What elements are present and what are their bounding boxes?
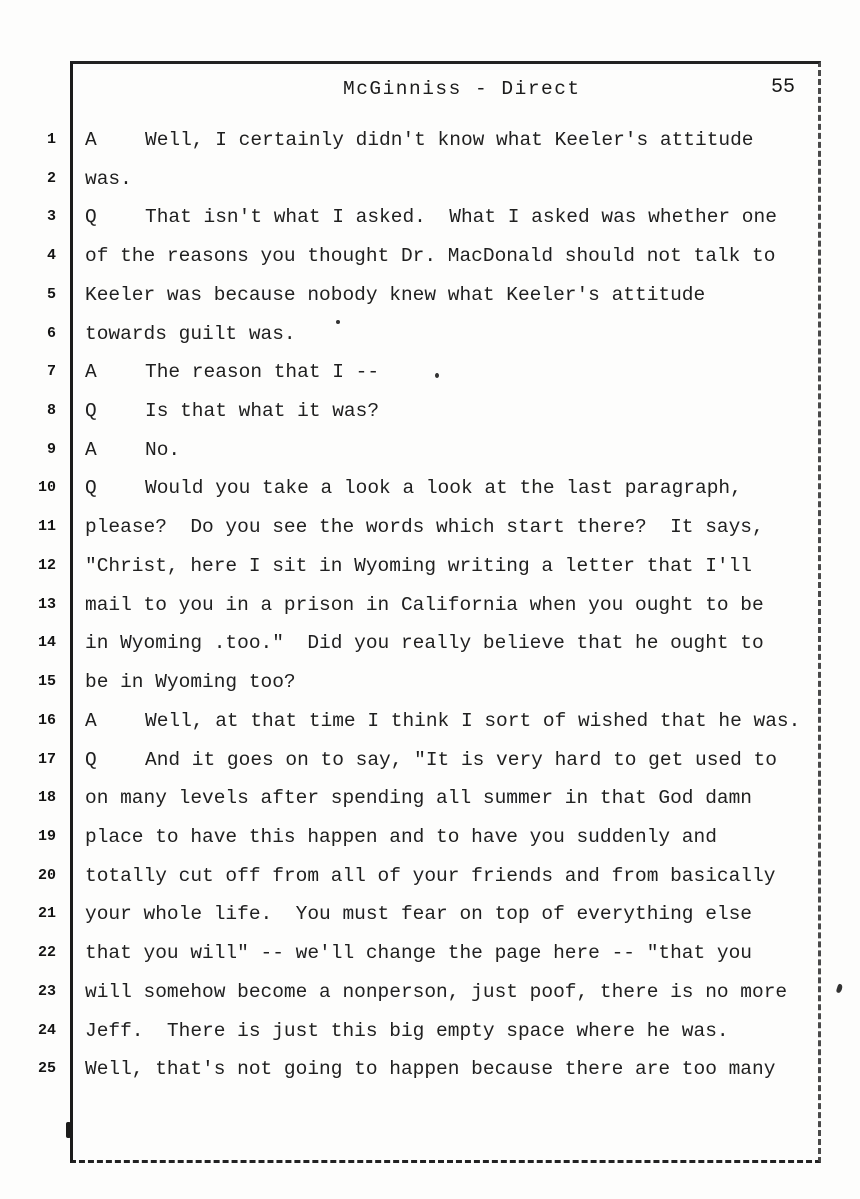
line-number: 19 <box>37 827 56 845</box>
transcript-line <box>0 508 860 547</box>
transcript-line <box>0 198 860 237</box>
line-content: your whole life. You must fear on top of everything else <box>85 903 753 926</box>
transcript-line <box>0 392 860 431</box>
transcript-line <box>0 779 860 818</box>
line-text <box>85 469 742 508</box>
transcript-line <box>0 547 860 586</box>
line-number: 7 <box>46 363 56 381</box>
line-number: 15 <box>37 673 56 691</box>
line-number: 20 <box>37 866 56 884</box>
line-number: 12 <box>37 556 56 574</box>
line-text <box>85 624 764 663</box>
line-content: And it goes on to say, "It is very hard to get used to <box>145 748 777 771</box>
line-number: 17 <box>37 750 56 768</box>
line-text <box>85 160 132 199</box>
line-number: 24 <box>37 1021 56 1039</box>
transcript-line <box>0 353 860 392</box>
transcript-line <box>0 160 860 199</box>
line-number: 6 <box>46 324 56 342</box>
speaker-label: Q <box>85 748 97 771</box>
transcript-line <box>0 663 860 702</box>
line-content: Well, at that time I think I sort of wished that he was. <box>145 709 801 732</box>
line-content: The reason that I -- <box>145 361 380 384</box>
line-number: 16 <box>37 711 56 729</box>
transcript-line <box>0 431 860 470</box>
transcript-line <box>0 237 860 276</box>
line-text <box>85 353 379 392</box>
line-text <box>85 276 705 315</box>
transcript-line <box>0 741 860 780</box>
line-number: 3 <box>46 208 56 226</box>
line-content: That isn't what I asked. What I asked was whether one <box>145 206 777 229</box>
scan-artifact-dot <box>435 373 439 378</box>
line-text <box>85 586 764 625</box>
line-text <box>85 547 752 586</box>
line-content: Would you take a look a look at the last paragraph, <box>145 477 742 500</box>
line-content: in Wyoming .too." Did you really believe that he ought to <box>85 632 764 655</box>
line-number: 23 <box>37 982 56 1000</box>
transcript-line <box>0 818 860 857</box>
transcript-line <box>0 1012 860 1051</box>
speaker-label: Q <box>85 477 97 500</box>
transcript-line <box>0 702 860 741</box>
line-content: place to have this happen and to have you suddenly and <box>85 825 717 848</box>
page-title: McGinniss - Direct <box>343 78 581 100</box>
speaker-label: Q <box>85 400 97 423</box>
line-content: mail to you in a prison in California when you ought to be <box>85 593 764 616</box>
transcript-line <box>0 934 860 973</box>
transcript-line <box>0 624 860 663</box>
transcript-line <box>0 315 860 354</box>
transcript-line <box>0 586 860 625</box>
transcript-line <box>0 973 860 1012</box>
line-content: Keeler was because nobody knew what Keeler's attitude <box>85 283 706 306</box>
line-content: be in Wyoming too? <box>85 671 296 694</box>
line-text <box>85 431 180 470</box>
line-text <box>85 818 717 857</box>
line-content: was. <box>85 167 132 190</box>
line-text <box>85 663 296 702</box>
transcript-line <box>0 469 860 508</box>
line-text <box>85 973 787 1012</box>
page-header <box>0 78 860 106</box>
speaker-label: A <box>85 361 97 384</box>
line-text <box>85 1050 775 1089</box>
transcript-line <box>0 1050 860 1089</box>
transcript-line <box>0 121 860 160</box>
line-text <box>85 237 775 276</box>
transcript-lines <box>0 121 860 1089</box>
line-content: Well, that's not going to happen because there are too many <box>85 1058 776 1081</box>
line-text <box>85 121 754 160</box>
scan-artifact-notch <box>66 1122 71 1138</box>
line-content: No. <box>145 438 181 461</box>
line-number: 14 <box>37 634 56 652</box>
line-text <box>85 315 296 354</box>
line-content: of the reasons you thought Dr. MacDonald should not talk to <box>85 245 776 268</box>
line-number: 8 <box>46 402 56 420</box>
line-text <box>85 741 777 780</box>
line-number: 4 <box>46 247 56 265</box>
line-text <box>85 392 379 431</box>
line-content: Well, I certainly didn't know what Keeler's attitude <box>145 129 754 151</box>
line-content: Is that what it was? <box>145 400 380 423</box>
speaker-label: A <box>85 709 97 732</box>
speaker-label: A <box>85 438 97 461</box>
line-number: 25 <box>37 1060 56 1078</box>
transcript-line <box>0 276 860 315</box>
line-text <box>85 1012 729 1051</box>
line-content: that you will" -- we'll change the page here -- "that you <box>85 942 753 965</box>
line-content: Jeff. There is just this big empty space where he was. <box>85 1019 729 1042</box>
page-number: 55 <box>771 76 796 99</box>
line-text <box>85 779 752 818</box>
line-content: totally cut off from all of your friends and from basically <box>85 864 776 887</box>
speaker-label: A <box>85 129 97 151</box>
line-number: 13 <box>37 595 56 613</box>
transcript-line <box>0 857 860 896</box>
line-text <box>85 508 764 547</box>
line-content: "Christ, here I sit in Wyoming writing a letter that I'll <box>85 554 753 577</box>
speaker-label: Q <box>85 206 97 229</box>
line-number: 5 <box>46 285 56 303</box>
line-number: 21 <box>37 905 56 923</box>
line-text <box>85 857 775 896</box>
line-number: 18 <box>37 789 56 807</box>
line-number: 9 <box>46 440 56 458</box>
line-number: 2 <box>46 169 56 187</box>
transcript-line <box>0 895 860 934</box>
line-content: towards guilt was. <box>85 322 296 345</box>
line-text <box>85 934 752 973</box>
line-content: on many levels after spending all summer in that God damn <box>85 787 753 810</box>
line-number: 10 <box>37 479 56 497</box>
line-text <box>85 702 800 741</box>
line-text <box>85 895 752 934</box>
line-content: please? Do you see the words which start there? It says, <box>85 516 764 539</box>
scan-artifact-dot <box>336 320 340 324</box>
line-number: 11 <box>37 518 56 536</box>
line-number: 22 <box>37 944 56 962</box>
line-text <box>85 198 777 237</box>
line-content: will somehow become a nonperson, just poof, there is no more <box>85 980 788 1003</box>
line-number: 1 <box>46 131 56 148</box>
